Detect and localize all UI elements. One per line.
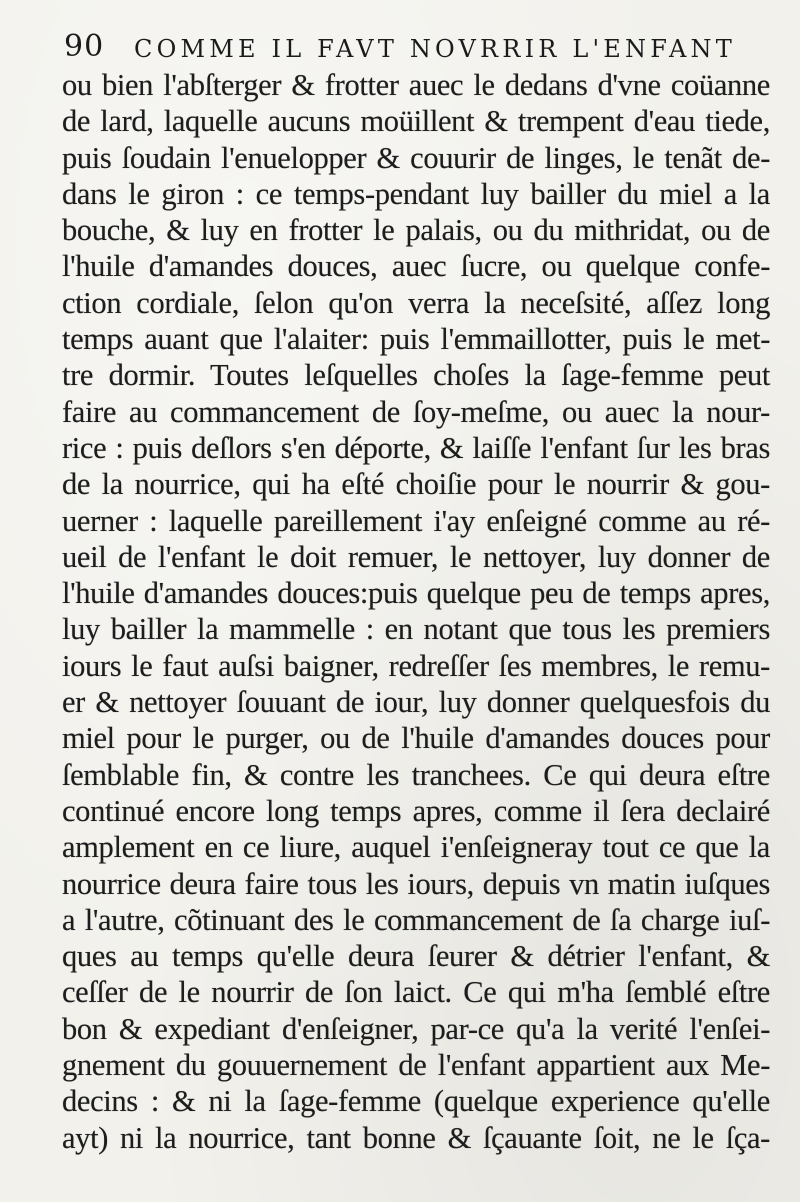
text-line: ceſſer de le nourrir de ſon laict. Ce qui m'ha ſemblé eſtre — [62, 975, 770, 1010]
text-line: dans le giron : ce temps-pendant luy bailler du miel a la — [62, 176, 770, 211]
text-line: uerner : laquelle pareillement i'ay enſeigné comme au ré- — [62, 503, 770, 538]
text-line: bon & expediant d'enſeigner, par-ce qu'a la verité l'enſei- — [62, 1011, 770, 1046]
text-line: amplement en ce liure, auquel i'enſeigneray tout ce que la — [62, 830, 770, 865]
text-line: bouche, & luy en frotter le palais, ou du mithridat, ou de — [62, 213, 770, 248]
text-line: puis ſoudain l'enuelopper & couurir de linges, le tenãt de- — [62, 140, 770, 175]
text-line: a l'autre, cõtinuant des le commancement de ſa charge iuſ- — [62, 902, 770, 937]
text-line: nourrice deura faire tous les iours, depuis vn matin iuſques — [62, 866, 770, 901]
text-line: l'huile d'amandes douces, auec ſucre, ou quelque confe- — [62, 249, 770, 284]
running-head: COMME IL FAVT NOVRRIR L'ENFANT — [134, 35, 736, 63]
text-line: continué encore long temps apres, comme il ſera declairé — [62, 793, 770, 828]
text-line: ueil de l'enfant le doit remuer, le nettoyer, luy donner de — [62, 539, 770, 574]
page-header — [64, 26, 754, 66]
text-line: tre dormir. Toutes leſquelles choſes la ſage-femme peut — [62, 358, 770, 393]
text-line: temps auant que l'alaiter: puis l'emmaillotter, puis le met- — [62, 322, 770, 357]
text-line: er & nettoyer ſouuant de iour, luy donner quelquesfois du — [62, 685, 770, 720]
text-line: gnement du gouuernement de l'enfant appartient aux Me- — [62, 1048, 770, 1083]
text-line: rice : puis deſlors s'en déporte, & laiſſe l'enfant ſur les bras — [62, 430, 770, 465]
text-line: ction cordiale, ſelon qu'on verra la neceſsité, aſſez long — [62, 285, 770, 320]
text-line: iours le faut auſsi baigner, redreſſer ſes membres, le remu- — [62, 648, 770, 683]
text-line: l'huile d'amandes douces:puis quelque peu de temps apres, — [62, 576, 770, 611]
text-line: decins : & ni la ſage-femme (quelque experience qu'elle — [62, 1084, 770, 1119]
text-line: miel pour le purger, ou de l'huile d'amandes douces pour — [62, 721, 770, 756]
text-line: faire au commancement de ſoy-meſme, ou auec la nour- — [62, 394, 770, 429]
text-line: de lard, laquelle aucuns moüillent & trempent d'eau tiede, — [62, 104, 770, 139]
text-line: de la nourrice, qui ha eſté choiſie pour le nourrir & gou- — [62, 467, 770, 502]
page-number: 90 — [64, 29, 105, 64]
text-line: ques au temps qu'elle deura ſeurer & détrier l'enfant, & — [62, 939, 770, 974]
text-line: ayt) ni la nourrice, tant bonne & ſçauante ſoit, ne le ſça- — [62, 1120, 770, 1155]
text-line: ſemblable fin, & contre les tranchees. Ce qui deura eſtre — [62, 757, 770, 792]
text-line: luy bailler la mammelle : en notant que tous les premiers — [62, 612, 770, 647]
text-line: ou bien l'abſterger & frotter auec le dedans d'vne coüanne — [62, 68, 770, 102]
body-text — [62, 67, 770, 1156]
